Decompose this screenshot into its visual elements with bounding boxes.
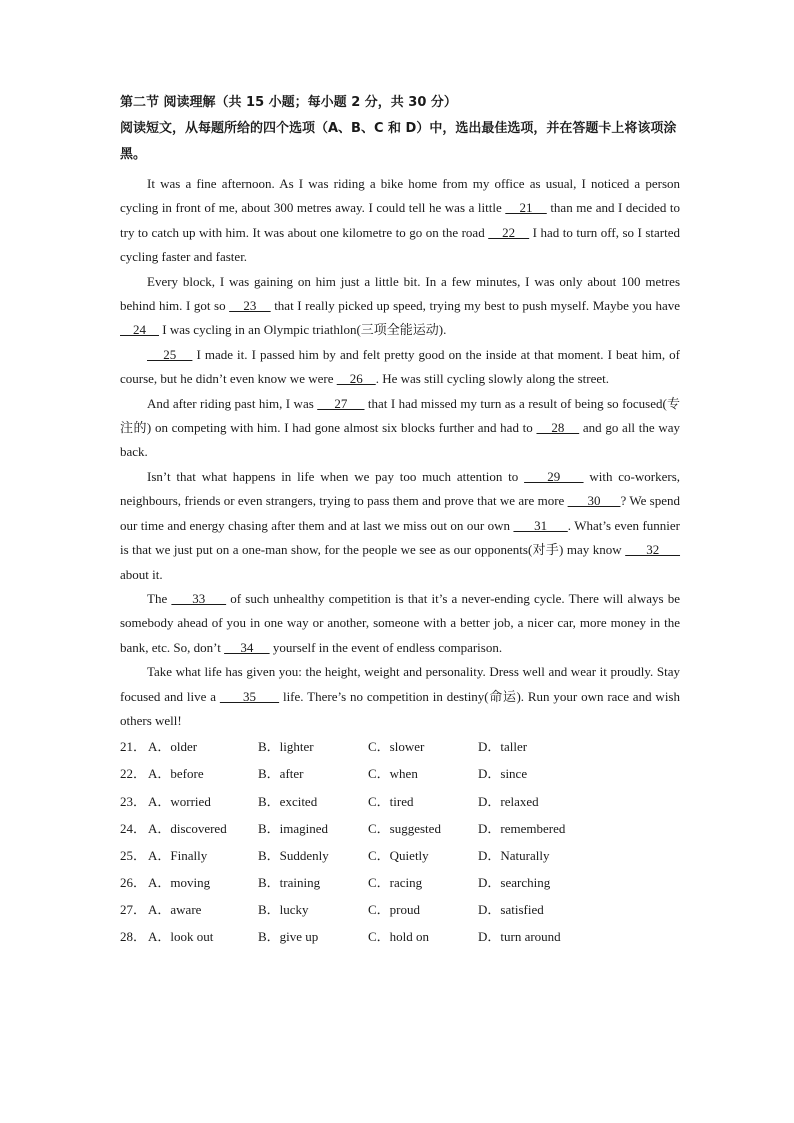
blank-34: 34 [224,639,270,655]
blank-33: 33 [171,590,227,606]
question-number: 28． [120,929,147,944]
blank-30: 30 [567,493,621,509]
option-d: D．taller [478,739,528,755]
passage-paragraph-5: Isn’t that what happens in life when we pay too much attention to 29 with co-workers, neighbours, friends or even strangers, trying to pass them and prove that we are more 30 ? We spend our time and energy chasing after them and at last we miss out on our own 31 . What’s even funnier is that we just put on a one-man show, for the people we see as our opponents(对手) may know 32 about it. [120,468,681,582]
blank-35: 35 [219,688,280,704]
option-b: B．lighter [258,739,314,755]
blank-24: 24 [120,322,159,338]
option-d: D．searching [478,874,551,890]
question-number: 21． [120,739,147,755]
blank-32: 32 [625,542,681,558]
question-number: 24． [120,820,147,836]
passage-paragraph-7: Take what life has given you: the height, weight and personality. Dress well and wear it proudly. Stay focused and live a 35 life. There’s no competition in destiny(命运). Run your own race and wish others well! [120,664,680,728]
option-a: A．discovered [148,820,227,836]
blank-22: 22 [488,224,530,240]
option-c: C．suggested [368,820,441,836]
option-a: A．worried [148,793,211,809]
section-instruction: 阅读短文，从每题所给的四个选项（A、B、C 和 D）中，选出最佳选项，并在答题卡上将该项涂黑。 [120,121,677,162]
question-number: 27． [120,901,147,917]
section-title: 第二节 阅读理解（共 15 小题；每小题 2 分，共 30 分） [120,95,457,110]
blank-31: 31 [513,517,568,533]
option-d: D．remembered [478,820,566,836]
passage-paragraph-1: It was a fine afternoon. As I was riding a bike home from my office as usual, I noticed a person cycling in front of me, about 300 metres away. I could tell he was a little 21 than me and I decided to try to catch up with him. It was about one kilometre to go on the road 22 I had to turn off, so I started cycling faster and faster. [120,176,681,265]
option-b: B．Suddenly [258,847,329,863]
option-row [120,896,680,923]
blank-21: 21 [505,200,547,216]
option-b: B．give up [258,929,319,944]
option-c: C．slower [368,739,425,755]
option-c: C．proud [368,901,421,917]
blank-26: 26 [336,371,376,387]
option-b: B．training [258,874,321,890]
option-a: A．Finally [148,847,208,863]
reading-passage [120,172,680,733]
option-c: C．Quietly [368,847,429,863]
blank-29: 29 [524,468,584,484]
option-d: D．Naturally [478,847,550,863]
option-a: A．before [148,766,204,782]
option-b: B．after [258,766,304,782]
question-number: 26． [120,874,147,890]
question-number: 23． [120,793,147,809]
option-row [120,733,680,760]
option-c: C．when [368,766,418,782]
option-a: A．aware [148,901,202,917]
option-b: B．excited [258,793,318,809]
option-row [120,815,680,842]
blank-25: 25 [147,346,193,362]
option-c: C．hold on [368,929,430,944]
question-number: 22． [120,766,147,782]
answer-options [120,733,680,950]
option-a: A．older [148,739,198,755]
option-c: C．racing [368,874,423,890]
option-row [120,760,680,787]
question-number: 25． [120,847,147,863]
option-b: B．lucky [258,901,309,917]
passage-paragraph-2: Every block, I was gaining on him just a little bit. In a few minutes, I was only about 100 metres behind him. I got so 23 that I really picked up speed, trying my best to push myself. Maybe you have 24 I was cycling in an Olympic triathlon(三项全能运动). [120,273,681,338]
blank-27: 27 [317,395,365,411]
option-row [120,869,680,896]
option-d: D．turn around [478,929,561,944]
blank-23: 23 [229,298,271,314]
option-c: C．tired [368,793,414,809]
option-b: B．imagined [258,820,329,836]
exam-page [120,90,680,950]
blank-28: 28 [536,420,580,436]
passage-paragraph-6: The 33 of such unhealthy competition is that it’s a never-ending cycle. There will always be somebody ahead of you in one way or another, someone with a better job, a nicer car, more money in the bank, etc. So, don’t 34 yourself in the event of endless comparison. [120,590,681,655]
option-d: D．relaxed [478,793,539,809]
option-d: D．since [478,766,528,782]
passage-paragraph-3: 25 I made it. I passed him by and felt pretty good on the inside at that moment. I beat him, of course, but he didn’t even know we were 26 . He was still cycling slowly along the street. [120,346,681,387]
option-d: D．satisfied [478,901,544,917]
passage-paragraph-4: And after riding past him, I was 27 that I had missed my turn as a result of being so focused(专注的) on competing with him. I had gone almost six blocks further and had to 28 and go all the way back. [120,395,681,460]
option-row [120,923,680,950]
option-row [120,788,680,815]
option-a: A．look out [148,929,214,944]
option-a: A．moving [148,874,211,890]
option-row [120,842,680,869]
